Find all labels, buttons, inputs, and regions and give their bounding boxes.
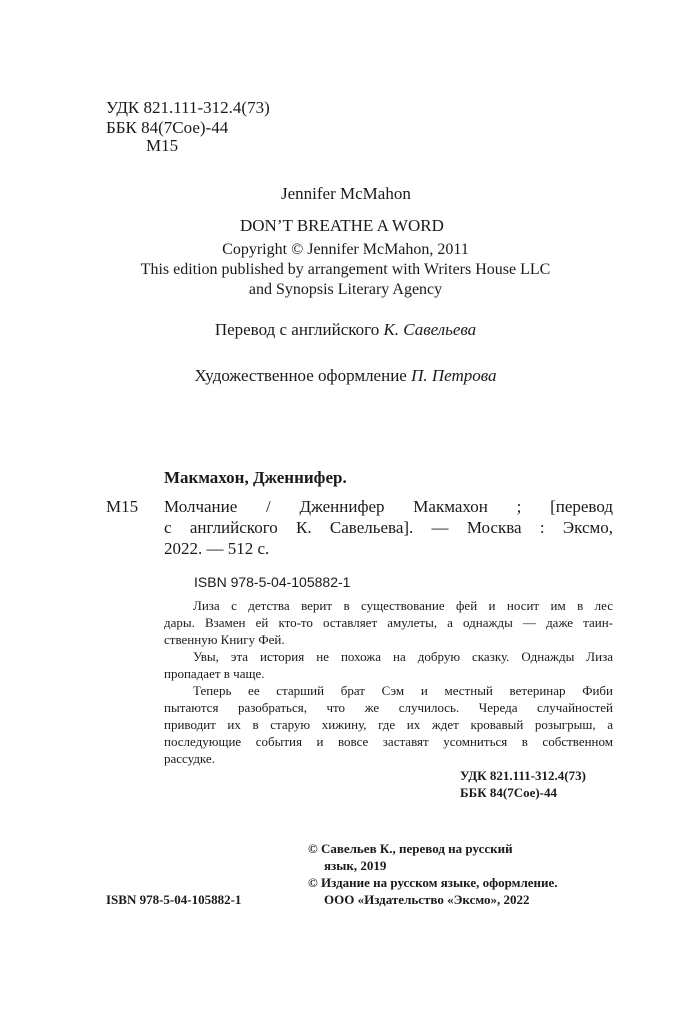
translation-credit <box>0 320 691 340</box>
catalog-author-heading: Макмахон, Дженнифер. <box>164 468 347 487</box>
annotation-line: Увы, эта история не похожа на добрую сказку. Однажды Лиза <box>193 649 613 664</box>
catalog-entry-line-3: 2022. — 512 с. <box>164 539 270 558</box>
edition-line-2: and Synopsis Literary Agency <box>248 281 443 298</box>
annotation-line: рассудке. <box>164 751 215 766</box>
annotation-line: приводит их в старую хижину, где их ждет кровавый розыгрыш, а <box>164 717 613 732</box>
catalog-code: М15 <box>106 497 139 516</box>
catalog-entry-line-2: с английского К. Савельева]. — Москва : Эксмо, <box>164 518 613 537</box>
annotation-line: последующие события и вовсе заставят усомниться в собственном <box>164 734 613 749</box>
annotation-line: Теперь ее старший брат Сэм и местный ветеринар Фиби <box>193 683 613 698</box>
designer-name: П. Петрова <box>411 366 497 385</box>
bbk-code: ББК 84(7Сое)-44 <box>106 118 229 137</box>
original-author: Jennifer McMahon <box>281 184 411 203</box>
annotation-line: пытаются разобраться, что же случилось. Череда случайностей <box>164 700 613 715</box>
copyright-translation-line-1: © Савельев К., перевод на русский <box>308 841 513 856</box>
catalog-entry-line-1: Молчание / Дженнифер Макмахон ; [перевод <box>164 497 613 516</box>
original-title: DON’T BREATHE A WORD <box>240 216 444 235</box>
translation-label: Перевод с английского <box>214 320 380 339</box>
footer-isbn: ISBN 978-5-04-105882-1 <box>106 892 242 907</box>
translator-name: К. Савельева <box>383 320 477 339</box>
annotation-line: ственную Книгу Фей. <box>164 632 285 647</box>
annotation-line: пропадает в чаще. <box>164 666 265 681</box>
annotation-line: Лиза с детства верит в существование фей и носит им в лес <box>193 598 613 613</box>
design-label: Художественное оформление <box>194 366 407 385</box>
edition-line-1: This edition published by arrangement with Writers House LLC <box>140 261 551 278</box>
author-sign-code: М15 <box>146 136 179 155</box>
original-copyright: Copyright © Jennifer McMahon, 2011 <box>222 241 469 258</box>
annotation-line: дары. Взамен ей кто-то оставляет амулеты, а однажды — даже таин- <box>164 615 613 630</box>
copyright-translation-line-2: язык, 2019 <box>324 858 387 873</box>
annotation-bbk: ББК 84(7Сое)-44 <box>460 785 558 800</box>
udk-code: УДК 821.111-312.4(73) <box>106 98 270 117</box>
copyright-edition-line-1: © Издание на русском языке, оформление. <box>308 875 558 890</box>
catalog-isbn: ISBN 978-5-04-105882-1 <box>194 574 351 590</box>
copyright-edition-line-2: ООО «Издательство «Эксмо», 2022 <box>324 892 530 907</box>
annotation-udk: УДК 821.111-312.4(73) <box>460 768 586 783</box>
design-credit <box>0 366 691 386</box>
